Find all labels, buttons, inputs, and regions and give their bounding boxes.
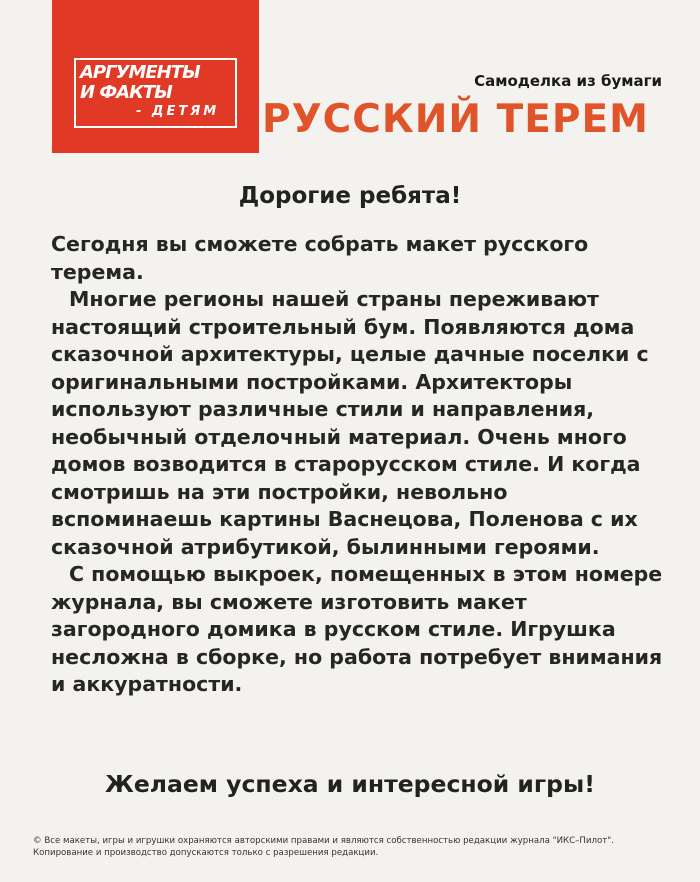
page-title: РУССКИЙ ТЕРЕМ xyxy=(262,97,649,142)
logo-line-1: АРГУМЕНТЫ xyxy=(80,62,200,83)
copyright-footer xyxy=(33,835,673,859)
article-body xyxy=(51,231,663,699)
paragraph-intro: Сегодня вы сможете собрать макет русского терема. xyxy=(51,232,589,284)
logo-frame xyxy=(74,58,237,128)
paragraph-regions: Многие регионы нашей страны переживают настоящий строительный бум. Появляются дома сказочной архитектуры, целые дачные поселки с оригинальными постройками. Архитекторы используют различные стили и направления, необычный отделочный материал. Очень много домов возводится в старорусском стиле. И когда смотришь на эти постройки, невольно вспоминаешь картины Васнецова, Поленова с их сказочной атрибутикой, былинными героями. xyxy=(51,287,649,559)
magazine-logo xyxy=(52,0,259,153)
greeting-heading: Дорогие ребята! xyxy=(238,183,462,209)
closing-wish: Желаем успеха и интересной игры! xyxy=(105,770,595,798)
logo-line-3: - ДЕТЯМ xyxy=(136,104,220,119)
page-subtitle: Самоделка из бумаги xyxy=(474,72,662,90)
copyright-line-2: Копирование и производство допускаются только с разрешения редакции. xyxy=(33,848,379,858)
logo-line-2: И ФАКТЫ xyxy=(80,82,172,103)
copyright-line-1: © Все макеты, игры и игрушки охраняются авторскими правами и являются собственностью редакции журнала "ИКС–Пилот". xyxy=(33,836,614,846)
paragraph-patterns: С помощью выкроек, помещенных в этом номере журнала, вы сможете изготовить макет загородного домика в русском стиле. Игрушка несложна в сборке, но работа потребует внимания и аккуратности. xyxy=(51,562,663,696)
